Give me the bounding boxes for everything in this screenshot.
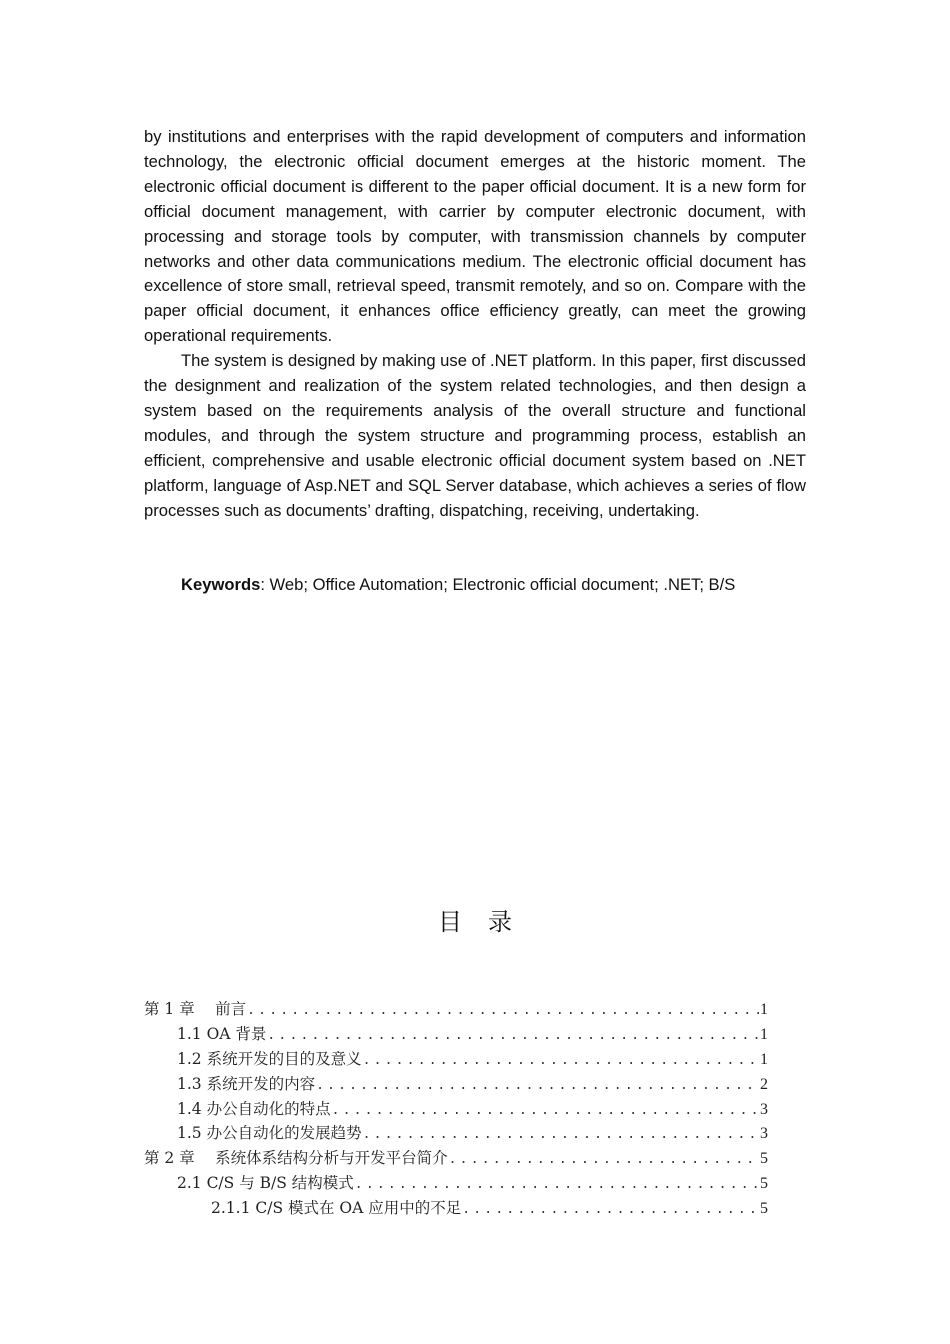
abstract-paragraph-2: The system is designed by making use of .NET platform. In this paper, first discussed the designment and realization of the system related technologies, and then design a system based on the requirements analysis of the overall structure and functional modules, and through the system structure and programming process, establish an efficient, comprehensive and usable electronic official document system based on .NET platform, language of Asp.NET and SQL Server database, which achieves a series of flow processes such as documents’ drafting, dispatching, receiving, undertaking.	[144, 351, 807, 520]
toc-dot-leader	[267, 1024, 759, 1047]
toc-dot-leader	[363, 1123, 759, 1146]
toc-dot-leader	[332, 1099, 759, 1122]
toc-dot-leader	[355, 1173, 759, 1196]
keywords-label: Keywords	[181, 575, 261, 594]
toc-entry-label: 1.3 系统开发的内容	[177, 1074, 316, 1093]
toc-entry[interactable]	[144, 1072, 768, 1097]
toc-dot-leader	[462, 1198, 759, 1221]
toc-entry-label: 1.1 OA 背景	[177, 1024, 267, 1043]
toc-entry-page: 5	[760, 1200, 768, 1218]
toc-entry-label: 1.5 办公自动化的发展趋势	[177, 1124, 362, 1143]
toc-entry-label: 2.1.1 C/S 模式在 OA 应用中的不足	[211, 1199, 462, 1218]
table-of-contents	[144, 997, 768, 1221]
toc-entry[interactable]	[144, 1097, 768, 1122]
keywords-value: : Web; Office Automation; Electronic official document; .NET; B/S	[260, 575, 736, 594]
toc-entry[interactable]	[144, 1047, 768, 1072]
toc-entry-label: 1.2 系统开发的目的及意义	[177, 1049, 362, 1068]
toc-entry[interactable]	[144, 1022, 768, 1047]
toc-entry-page: 5	[760, 1175, 768, 1193]
toc-entry[interactable]	[144, 1146, 768, 1171]
toc-entry-label: 第 1 章 前言	[144, 1000, 247, 1018]
toc-entry[interactable]	[144, 1171, 768, 1196]
toc-entry-page: 3	[760, 1125, 768, 1143]
toc-entry[interactable]	[144, 997, 768, 1022]
toc-dot-leader	[316, 1074, 759, 1097]
toc-entry-page: 1	[760, 1050, 768, 1068]
toc-entry-page: 3	[760, 1100, 768, 1118]
toc-entry[interactable]	[144, 1196, 768, 1221]
toc-title: 目录	[438, 908, 538, 936]
toc-entry-label: 第 2 章 系统体系结构分析与开发平台简介	[144, 1149, 448, 1168]
toc-entry-page: 2	[760, 1075, 768, 1093]
toc-dot-leader	[363, 1049, 759, 1072]
abstract-paragraph-1: by institutions and enterprises with the rapid development of computers and information technology, the electronic official document emerges at the historic moment. The electronic official document is different to the paper official document. It is a new form for official document management, with carrier by computer electronic document, with processing and storage tools by computer, with transmission channels by computer networks and other data communications medium. The electronic official document has excellence of store small, retrieval speed, transmit remotely, and so on. Compare with the paper official document, it enhances office efficiency greatly, can meet the growing operational requirements.	[144, 127, 806, 346]
toc-entry-label: 2.1 C/S 与 B/S 结构模式	[177, 1174, 354, 1193]
toc-entry[interactable]	[144, 1121, 768, 1146]
abstract-section	[144, 125, 806, 524]
toc-entry-page: 1	[760, 1025, 768, 1043]
toc-entry-page: 1	[760, 1001, 768, 1018]
keywords-line	[181, 573, 821, 597]
toc-dot-leader	[449, 1148, 759, 1171]
toc-entry-label: 1.4 办公自动化的特点	[177, 1099, 331, 1118]
toc-dot-leader	[247, 999, 759, 1022]
toc-entry-page: 5	[760, 1150, 768, 1168]
